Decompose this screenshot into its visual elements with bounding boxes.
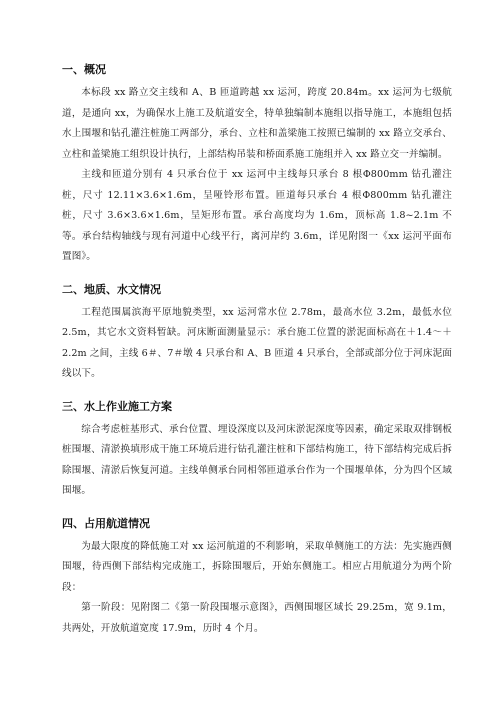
section-geology-hydrology [62,282,452,385]
section-channel-occupation [62,516,452,640]
paragraph: 综合考虑桩基形式、承台位置、埋设深度以及河床淤泥深度等因素，确定采取双排钢板桩围堰、清淤换填形成干施工环境后进行钻孔灌注桩和下部结构施工，待下部结构完成后拆除围堰、清淤后恢复河道。主线单侧承台同相邻匝道承台作为一个围堰单体，分为四个区域围堰。 [62,423,452,496]
section-heading: 一、概况 [62,63,106,76]
paragraph: 工程范围属滨海平原地貌类型，xx 运河常水位 2.78m，最高水位 3.2m，最低水位 2.5m，其它水文资料暂缺。河床断面测量显示：承台施工位置的淤泥面标高在＋1.4～＋2.2m 之间，主线 6＃、7＃墩 4 只承台和 A、B 匝道 4 只承台，全部或部分位于河床泥面线以下。 [62,306,452,379]
section-heading: 二、地质、水文情况 [62,282,161,296]
paragraph: 第一阶段：见附图二《第一阶段围堰示意图》，西侧围堰区域长 29.25m，宽 9.1m，共两处，开放航道宽度 17.9m，历时 4 个月。 [62,602,452,634]
paragraph: 主线和匝道分别有 4 只承台位于 xx 运河中主线每只承台 8 根Φ800mm 钻孔灌注桩，尺寸 12.11×3.6×1.6m，呈哑铃形布置。匝道每只承台 4 根Φ800mm 钻孔灌注桩，尺寸 3.6×3.6×1.6m，呈矩形布置。承台高度均为 1.6m，顶标高 1.8~2.1m 不等。承台结构轴线与现有河道中心线平行，离河岸约 3.6m，详见附图一《xx 运河平面布置图》。 [62,169,452,262]
section-heading: 三、水上作业施工方案 [62,399,172,413]
section-heading: 四、占用航道情况 [62,516,150,530]
section-construction-plan [62,399,452,502]
paragraph: 为最大限度的降低施工对 xx 运河航道的不利影响，采取单侧施工的方法：先实施西侧围堰，待西侧下部结构完成施工，拆除围堰后，开始东侧施工。相应占用航道分为两个阶段： [62,540,452,593]
section-overview [62,62,452,268]
paragraph: 本标段 xx 路立交主线和 A、B 匝道跨越 xx 运河，跨度 20.84m。xx 运河为七级航道，是通向 xx，为确保水上施工及航道安全，特单独编制本施组以指导施工，本施组包括水上围堰和钻孔灌注桩施工两部分，承台、立柱和盖梁施工按照已编制的 xx 路立交承台、立柱和盖梁施工组织设计执行，上部结构吊装和桥面系施工施组并入 xx 路立交一并编制。 [62,87,452,160]
